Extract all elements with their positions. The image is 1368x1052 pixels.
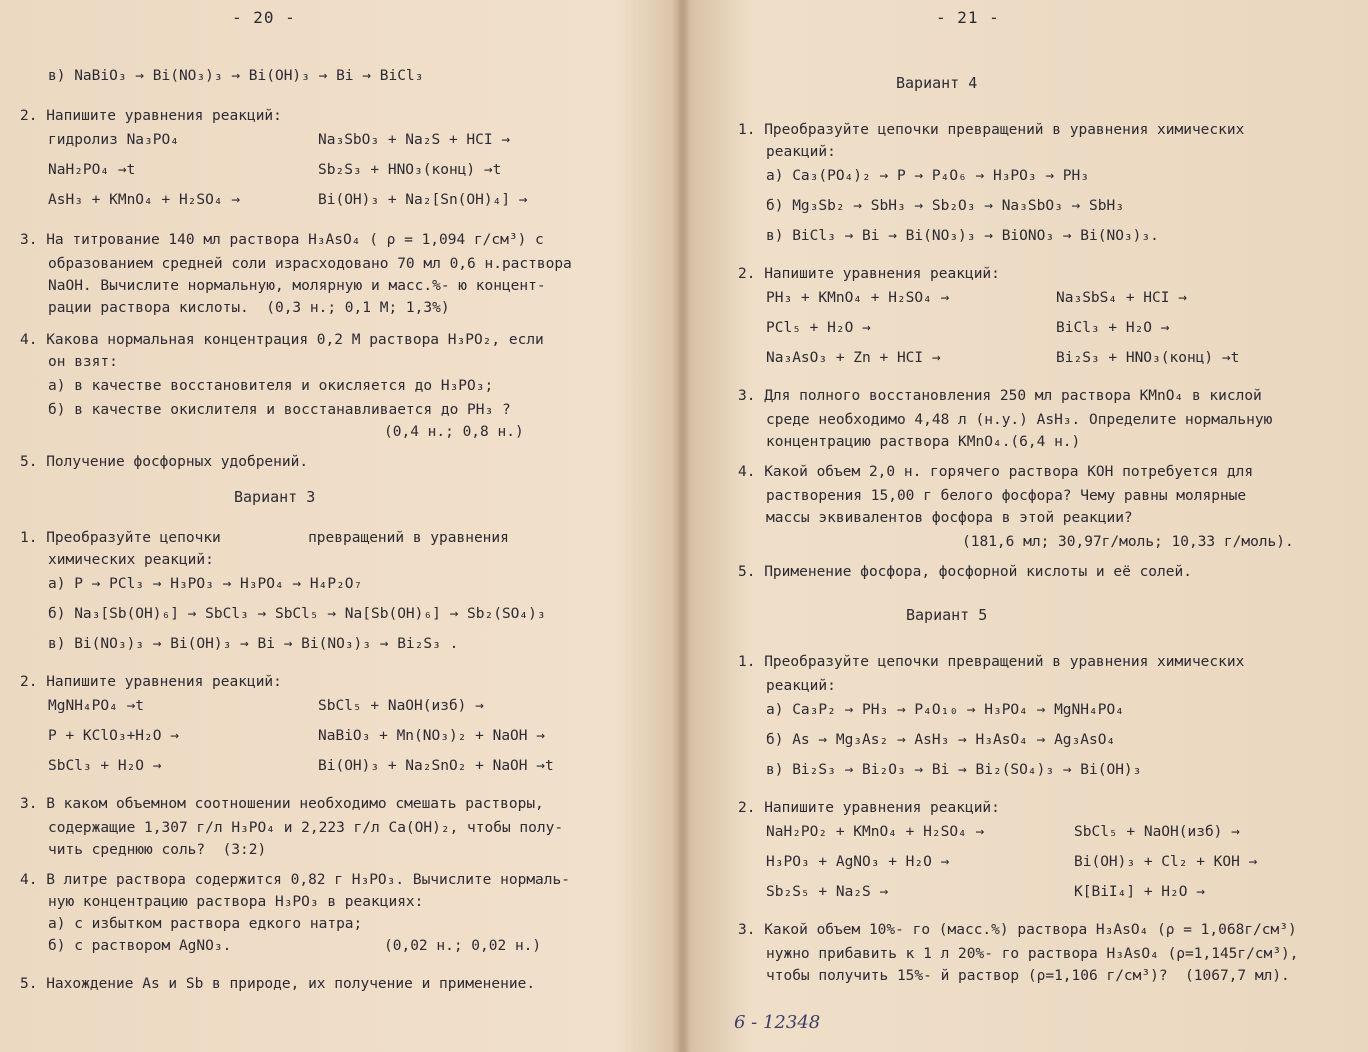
page-number: - 20 -	[232, 8, 296, 27]
reaction: Bi(OH)₃ + Na₂SnO₂ + NaOH →t	[318, 758, 554, 774]
task-text: а) с избытком раствора едкого натра;	[48, 916, 363, 932]
chain-line: в) BiCl₃ → Bi → Bi(NO₃)₃ → BiONO₃ → Bi(NO₃)₃.	[766, 228, 1159, 244]
task-text: растворения 15,00 г белого фосфора? Чему равны молярные	[766, 488, 1247, 504]
reaction: Bi(OH)₃ + Cl₂ + KOH →	[1074, 854, 1258, 870]
task-text: б) с раствором AgNO₃.	[48, 938, 232, 954]
task-text: 4. В литре раствора содержится 0,82 г H₃PO₃. Вычислите нормаль-	[20, 872, 570, 888]
task-text: среде необходимо 4,48 л (н.у.) AsH₃. Определите нормальную	[766, 412, 1273, 428]
task-text: массы эквивалентов фосфора в этой реакции?	[766, 510, 1133, 526]
task-text: 3. В каком объемном соотношении необходимо смешать растворы,	[20, 796, 544, 812]
reaction: Na₃AsO₃ + Zn + HCI →	[766, 350, 941, 366]
chain-line: в) NaBiO₃ → Bi(NO₃)₃ → Bi(OH)₃ → Bi → BiCl₃	[48, 68, 424, 84]
reaction: Sb₂S₃ + HNO₃(конц) →t	[318, 162, 502, 178]
reaction: NaH₂PO₂ + KMnO₄ + H₂SO₄ →	[766, 824, 985, 840]
reaction: Na₃SbS₄ + HCI →	[1056, 290, 1187, 306]
task-text: нужно прибавить к 1 л 20%- го раствора H₃AsO₄ (ρ=1,145г/см³),	[766, 946, 1299, 962]
reaction: AsH₃ + KMnO₄ + H₂SO₄ →	[48, 192, 241, 208]
task-text: 4. Какой объем 2,0 н. горячего раствора KOH потребуется для	[738, 464, 1254, 480]
task-text: ную концентрацию раствора H₃PO₃ в реакциях:	[48, 894, 424, 910]
reaction: Bi₂S₃ + HNO₃(конц) →t	[1056, 350, 1240, 366]
task-text: 1. Преобразуйте цепочки превращений в уравнения	[20, 530, 509, 546]
task-answer: чтобы получить 15%- й раствор (ρ=1,106 г/см³)? (1067,7 мл).	[766, 968, 1290, 984]
task-text: 5. Нахождение As и Sb в природе, их получение и применение.	[20, 976, 536, 992]
task-text: 1. Преобразуйте цепочки превращений в уравнения химических	[738, 654, 1245, 670]
reaction: NaH₂PO₄ →t	[48, 162, 136, 178]
chain-line: а) Ca₃(PO₄)₂ → P → P₄O₆ → H₃PO₃ → PH₃	[766, 168, 1090, 184]
task-text: реакций:	[766, 678, 836, 694]
chain-line: б) Mg₃Sb₂ → SbH₃ → Sb₂O₃ → Na₃SbO₃ → SbH₃	[766, 198, 1124, 214]
task-heading: 2. Напишите уравнения реакций:	[738, 266, 1000, 282]
reaction: PH₃ + KMnO₄ + H₂SO₄ →	[766, 290, 950, 306]
task-answer: (0,4 н.; 0,8 н.)	[384, 424, 524, 440]
reaction: MgNH₄PO₄ →t	[48, 698, 145, 714]
variant-heading: Вариант 4	[896, 74, 978, 92]
right-page	[690, 0, 1368, 1052]
handwritten-note: 6 - 12348	[734, 1012, 821, 1033]
chain-line: а) P → PCl₃ → H₃PO₃ → H₃PO₄ → H₄P₂O₇	[48, 576, 363, 592]
task-text: 3. На титрование 140 мл раствора H₃AsO₄ ( ρ = 1,094 г/см³) с	[20, 232, 544, 248]
task-text: NaOH. Вычислите нормальную, молярную и масс.%- ю концент-	[48, 278, 546, 294]
task-answer: чить среднюю соль? (3:2)	[48, 842, 267, 858]
task-text: реакций:	[766, 144, 836, 160]
task-text: он взят:	[48, 354, 118, 370]
chain-line: а) Ca₃P₂ → PH₃ → P₄O₁₀ → H₃PO₄ → MgNH₄PO₄	[766, 702, 1124, 718]
task-text: 3. Какой объем 10%- го (масс.%) раствора H₃AsO₄ (ρ = 1,068г/см³)	[738, 922, 1297, 938]
task-text: 5. Применение фосфора, фосфорной кислоты и её солей.	[738, 564, 1192, 580]
task-text: а) в качестве восстановителя и окисляется до H₃PO₃;	[48, 378, 494, 394]
reaction: H₃PO₃ + AgNO₃ + H₂O →	[766, 854, 950, 870]
reaction: NaBiO₃ + Mn(NO₃)₂ + NaOH →	[318, 728, 545, 744]
chain-line: б) As → Mg₃As₂ → AsH₃ → H₃AsO₄ → Ag₃AsO₄	[766, 732, 1116, 748]
task-answer: концентрацию раствора KMnO₄.(6,4 н.)	[766, 434, 1081, 450]
task-text: б) в качестве окислителя и восстанавливается до PH₃ ?	[48, 402, 511, 418]
task-text: 3. Для полного восстановления 250 мл раствора KMnO₄ в кислой	[738, 388, 1262, 404]
reaction: Sb₂S₅ + Na₂S →	[766, 884, 889, 900]
task-answer: рации раствора кислоты. (0,3 н.; 0,1 М; 1,3%)	[48, 300, 450, 316]
reaction: гидролиз Na₃PO₄	[48, 132, 179, 148]
reaction: SbCl₅ + NaOH(изб) →	[318, 698, 484, 714]
task-text: химических реакций:	[48, 552, 214, 568]
chain-line: в) Bi₂S₃ → Bi₂O₃ → Bi → Bi₂(SO₄)₃ → Bi(OH)₃	[766, 762, 1142, 778]
task-text: 4. Какова нормальная концентрация 0,2 М раствора H₃PO₂, если	[20, 332, 544, 348]
task-answer: (181,6 мл; 30,97г/моль; 10,33 г/моль).	[962, 534, 1294, 550]
reaction: Bi(OH)₃ + Na₂[Sn(OH)₄] →	[318, 192, 528, 208]
task-text: содержащие 1,307 г/л H₃PO₄ и 2,223 г/л Ca(OH)₂, чтобы полу-	[48, 820, 564, 836]
reaction: P + KClO₃+H₂O →	[48, 728, 179, 744]
reaction: BiCl₃ + H₂O →	[1056, 320, 1170, 336]
task-answer: (0,02 н.; 0,02 н.)	[384, 938, 542, 954]
chain-line: в) Bi(NO₃)₃ → Bi(OH)₃ → Bi → Bi(NO₃)₃ → Bi₂S₃ .	[48, 636, 459, 652]
reaction: K[BiI₄] + H₂O →	[1074, 884, 1205, 900]
chain-line: б) Na₃[Sb(OH)₆] → SbCl₃ → SbCl₅ → Na[Sb(OH)₆] → Sb₂(SO₄)₃	[48, 606, 546, 622]
reaction: Na₃SbO₃ + Na₂S + HCI →	[318, 132, 511, 148]
left-page	[0, 0, 676, 1052]
page-number: - 21 -	[936, 8, 1000, 27]
task-text: 5. Получение фосфорных удобрений.	[20, 454, 309, 470]
variant-heading: Вариант 5	[906, 606, 988, 624]
task-heading: 2. Напишите уравнения реакций:	[20, 108, 282, 124]
task-heading: 2. Напишите уравнения реакций:	[20, 674, 282, 690]
reaction: SbCl₃ + H₂O →	[48, 758, 162, 774]
reaction: PCl₅ + H₂O →	[766, 320, 871, 336]
task-text: 1. Преобразуйте цепочки превращений в уравнения химических	[738, 122, 1245, 138]
reaction: SbCl₅ + NaOH(изб) →	[1074, 824, 1240, 840]
variant-heading: Вариант 3	[234, 488, 316, 506]
task-heading: 2. Напишите уравнения реакций:	[738, 800, 1000, 816]
task-text: образованием средней соли израсходовано 70 мл 0,6 н.раствора	[48, 256, 572, 272]
